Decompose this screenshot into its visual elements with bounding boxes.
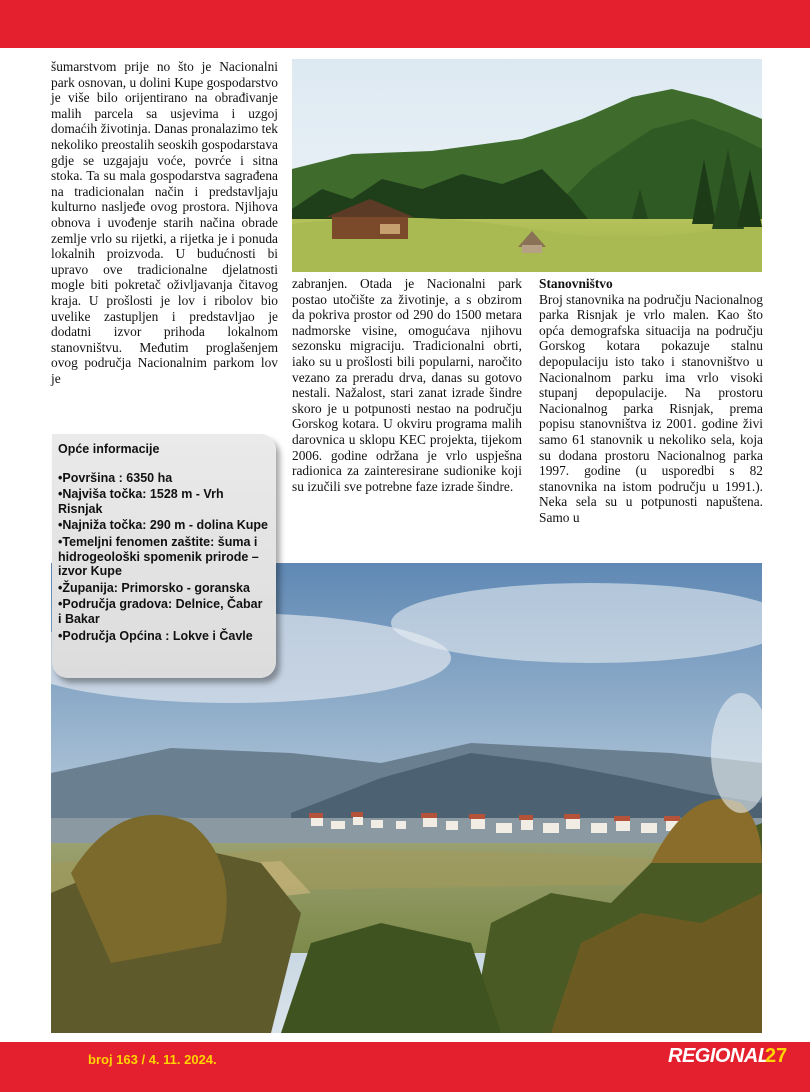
article-column-1	[51, 59, 278, 386]
page-number: 27	[765, 1045, 788, 1067]
article-column-2	[292, 276, 522, 494]
info-box	[52, 434, 276, 678]
column-1-text: šumarstvom prije no što je Nacionalni park osnovan, u dolini Kupe gospodarstvo je više bilo orijentirano na obrađivanje malih parcela sa usjevima i uzgoj domaćih životinja. Danas pronalazimo tek nekoliko preostalih seoskih gospodarstava gdje se uzgajaju voće, povrće i sitna stoka. Ta su mala gospodarstva sagrađena na tradicionalan način i predstavljaju kulturno nasljeđe ovog prostora. Njihova obnova i uvođenje starih načina obrade zemlje vrlo su rijetki, a rijetka je i ponuda lokalnih proizvoda. U budućnosti bi upravo ove tradicionalne djelatnosti mogle biti pokretač oživljavanja čitavog kraja. U prošlosti je lov i ribolov bio uvelike zastupljen i predstavljao je dodatni izvor prihoda lokalnom stanovništvu. Međutim proglašenjem ovog područja Nacionalnim parkom lov je	[51, 59, 278, 386]
issue-info: broj 163 / 4. 11. 2024.	[88, 1052, 217, 1067]
info-box-title: Opće informacije	[58, 442, 160, 456]
info-item-municipalities: • Područja Općina : Lokve i Čavle	[58, 629, 268, 644]
info-list	[58, 471, 268, 644]
info-item-lowest-point: • Najniža točka: 290 m - dolina Kupe	[58, 518, 268, 533]
meadow-photo	[292, 59, 762, 272]
info-item-protection: • Temeljni fenomen zaštite: šuma i hidrogeološki spomenik prirode – izvor Kupe	[58, 535, 268, 579]
article-column-3	[539, 276, 763, 526]
info-item-area: • Površina : 6350 ha	[58, 471, 268, 486]
section-heading: Stanovništvo	[539, 276, 613, 291]
brand-logo: REGIONAL	[668, 1045, 770, 1067]
column-3-text: Broj stanovnika na području Nacionalnog parka Risnjak je vrlo malen. Kao što opća demografska situacija na području Gorskog kotara pokazuje stalnu depopulaciju isto tako i stanovništvo u Nacionalnom parku ima vrlo visoki stupanj depopulacije. Na prostoru Nacionalnog parka Risnjak, prema popisu stanovništva iz 2001. godine živi samo 61 stanovnik u nekoliko sela, koja su dodana prostoru Nacionalnog parka 1997. godine (u usporedbi s 82 stanovnika na istom području u 1991.). Neka sela su u potpunosti napuštena. Samo u	[539, 291, 763, 525]
info-item-towns: • Područja gradova: Delnice, Čabar i Bakar	[58, 597, 268, 626]
info-item-county: • Županija: Primorsko - goranska	[58, 581, 268, 596]
column-2-text: zabranjen. Otada je Nacionalni park postao utočište za životinje, a s obzirom da pokriva prostor od 290 do 1500 metara nadmorske visine, omogućava njihovu sezonsku migraciju. Tradicionalni obrti, iako su u prošlosti bili popularni, naročito vezano za preradu drva, danas su gotovo nestali. Nažalost, stari zanat izrade šindre skoro je u potpunosti nestao na području Gorskog kotara. U okviru programa malih darovnica u sklopu KEC projekta, tijekom 2006. godine održana je vrlo uspješna radionica za zainteresirane sudionike koji su izučili sve potrebne faze izrade šindre.	[292, 276, 522, 494]
header-bar	[0, 0, 810, 48]
info-item-highest-point: • Najviša točka: 1528 m - Vrh Risnjak	[58, 487, 268, 516]
